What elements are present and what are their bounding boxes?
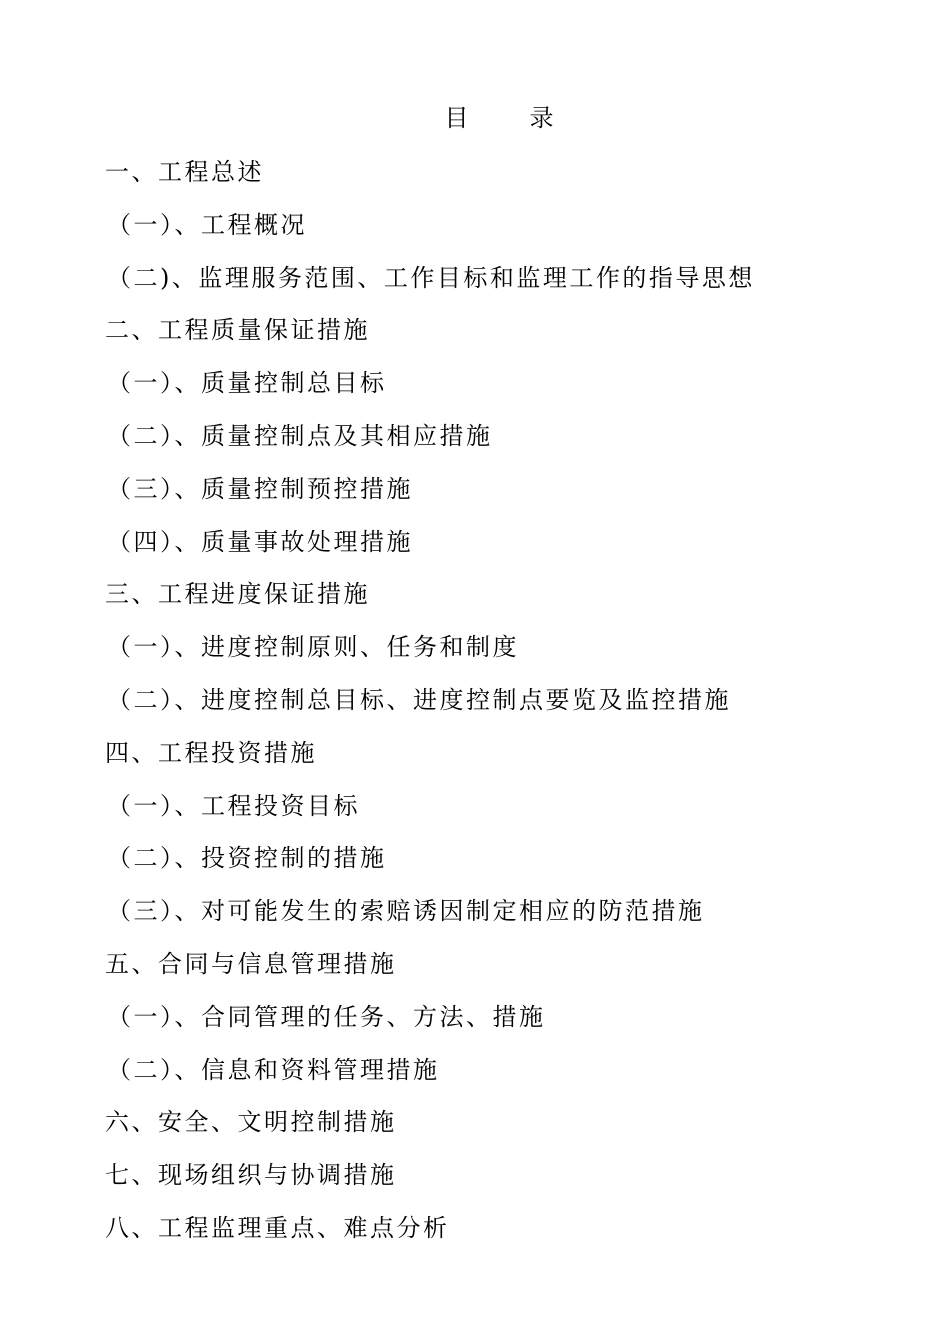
toc-subentry: （二)、监理服务范围、工作目标和监理工作的指导思想 bbox=[107, 263, 755, 292]
toc-subentry: （一）、合同管理的任务、方法、措施 bbox=[107, 1002, 546, 1031]
toc-subentry: （三）、对可能发生的索赔诱因制定相应的防范措施 bbox=[107, 897, 705, 926]
toc-subentry: （二）、质量控制点及其相应措施 bbox=[107, 421, 493, 450]
toc-subentry: （一）、工程投资目标 bbox=[107, 791, 360, 820]
toc-entry: 一、工程总述 bbox=[105, 158, 264, 186]
toc-entry: 七、现场组织与协调措施 bbox=[105, 1161, 397, 1190]
toc-list bbox=[105, 155, 755, 1264]
toc-title: 目 录 bbox=[444, 104, 554, 132]
toc-subentry: （四）、质量事故处理措施 bbox=[107, 527, 413, 556]
toc-subentry: （三）、质量控制预控措施 bbox=[107, 474, 413, 503]
toc-subentry: （二）、投资控制的措施 bbox=[107, 844, 387, 873]
toc-entry: 五、合同与信息管理措施 bbox=[105, 949, 397, 978]
toc-subentry: （一）、质量控制总目标 bbox=[107, 369, 387, 398]
toc-entry: 二、工程质量保证措施 bbox=[105, 316, 370, 345]
toc-subentry: （一）、进度控制原则、任务和制度 bbox=[107, 633, 519, 662]
toc-entry: 三、工程进度保证措施 bbox=[105, 580, 370, 609]
toc-subentry: （一）、工程概况 bbox=[107, 210, 307, 239]
toc-entry: 四、工程投资措施 bbox=[105, 738, 317, 767]
toc-entry: 八、工程监理重点、难点分析 bbox=[105, 1213, 450, 1242]
toc-subentry: （二）、进度控制总目标、进度控制点要览及监控措施 bbox=[107, 685, 731, 714]
toc-subentry: （二）、信息和资料管理措施 bbox=[107, 1055, 440, 1084]
toc-entry: 六、安全、文明控制措施 bbox=[105, 1108, 397, 1137]
